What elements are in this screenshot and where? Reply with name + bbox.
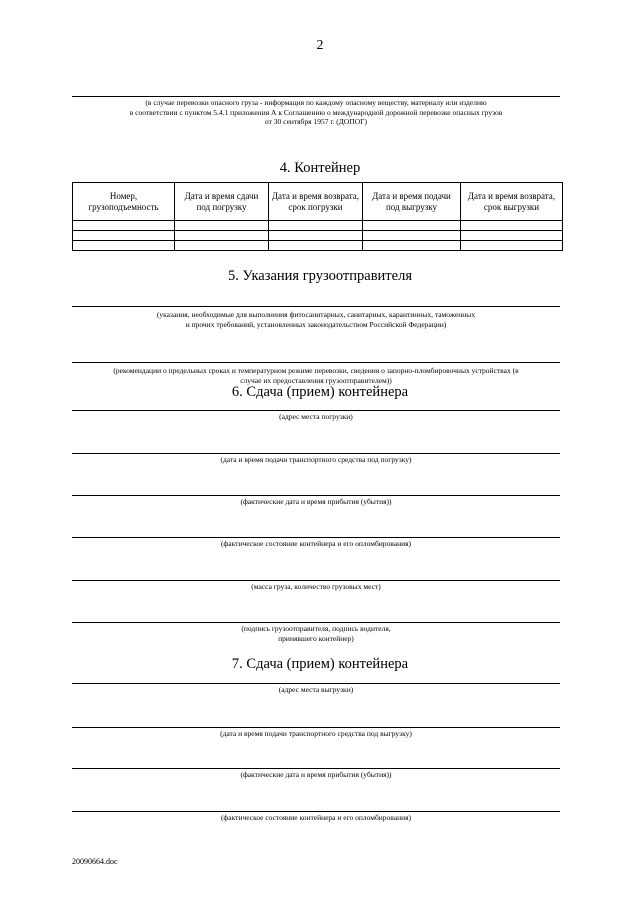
note-line: принявшего контейнер) [278, 633, 354, 643]
column-header: Дата и время подачи под выгрузку [363, 183, 461, 221]
column-header: Номер, грузоподъемность [73, 183, 175, 221]
field-caption: (фактическое состояние контейнера и его опломбирования) [220, 813, 412, 822]
table-cell[interactable] [461, 231, 563, 241]
dangerous-goods-note [72, 98, 560, 127]
fill-line[interactable] [72, 622, 560, 623]
fill-line[interactable] [72, 453, 560, 454]
table-cell[interactable] [363, 221, 461, 231]
table-cell[interactable] [269, 241, 363, 251]
fill-line [72, 96, 560, 97]
table-cell[interactable] [73, 241, 175, 251]
field-caption: (фактическое состояние контейнера и его опломбирования) [220, 539, 412, 548]
table-row [73, 221, 563, 231]
table-cell[interactable] [461, 221, 563, 231]
fill-line[interactable] [72, 362, 560, 363]
table-row [73, 241, 563, 251]
table-cell[interactable] [269, 221, 363, 231]
column-header: Дата и время возврата, срок выгрузки [461, 183, 563, 221]
note-line: (указания, необходимые для выполнения фитосанитарных, санитарных, карантинных, таможенных [156, 310, 476, 319]
fill-line[interactable] [72, 768, 560, 769]
page-number: 2 [316, 38, 324, 53]
field-caption: (масса груза, количество грузовых мест) [251, 582, 381, 591]
table-cell[interactable] [73, 221, 175, 231]
footer-filename: 20090664.doc [72, 857, 118, 866]
table-cell[interactable] [175, 221, 269, 231]
column-header: Дата и время возврата, срок погрузки [269, 183, 363, 221]
table-cell[interactable] [175, 231, 269, 241]
container-table [72, 182, 563, 251]
note-line: (в случае перевозки опасного груза - информация по каждому опасному веществу, материалу или изделию [145, 98, 487, 107]
fill-line[interactable] [72, 683, 560, 684]
field-caption: (адрес места выгрузки) [278, 685, 354, 694]
table-row [73, 231, 563, 241]
table-cell[interactable] [461, 241, 563, 251]
section-6-title: 6. Сдача (прием) контейнера [231, 384, 409, 400]
fill-line[interactable] [72, 727, 560, 728]
table-cell[interactable] [175, 241, 269, 251]
table-cell[interactable] [73, 231, 175, 241]
field-caption: (фактические дата и время прибытия (убытия)) [240, 497, 392, 506]
fill-line[interactable] [72, 306, 560, 307]
note-line: и прочих требований, установленных законодательством Российской Федерации) [185, 319, 447, 329]
table-header-row [73, 183, 563, 221]
note-line: в соответствии с пунктом 5.4.1 приложения А к Соглашению о международной дорожной перевозке опасных грузов [129, 107, 503, 117]
section-4-title: 4. Контейнер [279, 160, 361, 176]
shipper-recommendations-note [72, 366, 560, 385]
table-cell[interactable] [269, 231, 363, 241]
signature-caption [72, 624, 560, 643]
table-cell[interactable] [363, 241, 461, 251]
fill-line[interactable] [72, 410, 560, 411]
note-line: от 30 сентября 1957 г. (ДОПОГ) [264, 117, 367, 126]
section-7-title: 7. Сдача (прием) контейнера [231, 656, 409, 672]
shipper-instructions-note [72, 310, 560, 329]
field-caption: (фактические дата и время прибытия (убытия)) [240, 770, 392, 779]
note-line: (рекомендации о предельных сроках и температурном режиме перевозки, сведения о запорно-пломбировочных устройствах (в [113, 366, 519, 375]
fill-line[interactable] [72, 537, 560, 538]
note-line: (подпись грузоотправителя, подпись водителя, [241, 624, 391, 633]
field-caption: (дата и время подачи транспортного средства под погрузку) [220, 455, 412, 464]
column-header: Дата и время сдачи под погрузку [175, 183, 269, 221]
table-cell[interactable] [363, 231, 461, 241]
fill-line[interactable] [72, 580, 560, 581]
field-caption: (дата и время подачи транспортного средства под выгрузку) [220, 729, 412, 738]
fill-line[interactable] [72, 811, 560, 812]
note-line: случае их предоставления грузоотправителем)) [240, 375, 392, 385]
section-5-title: 5. Указания грузоотправителя [227, 268, 412, 284]
fill-line[interactable] [72, 495, 560, 496]
field-caption: (адрес места погрузки) [279, 412, 353, 421]
